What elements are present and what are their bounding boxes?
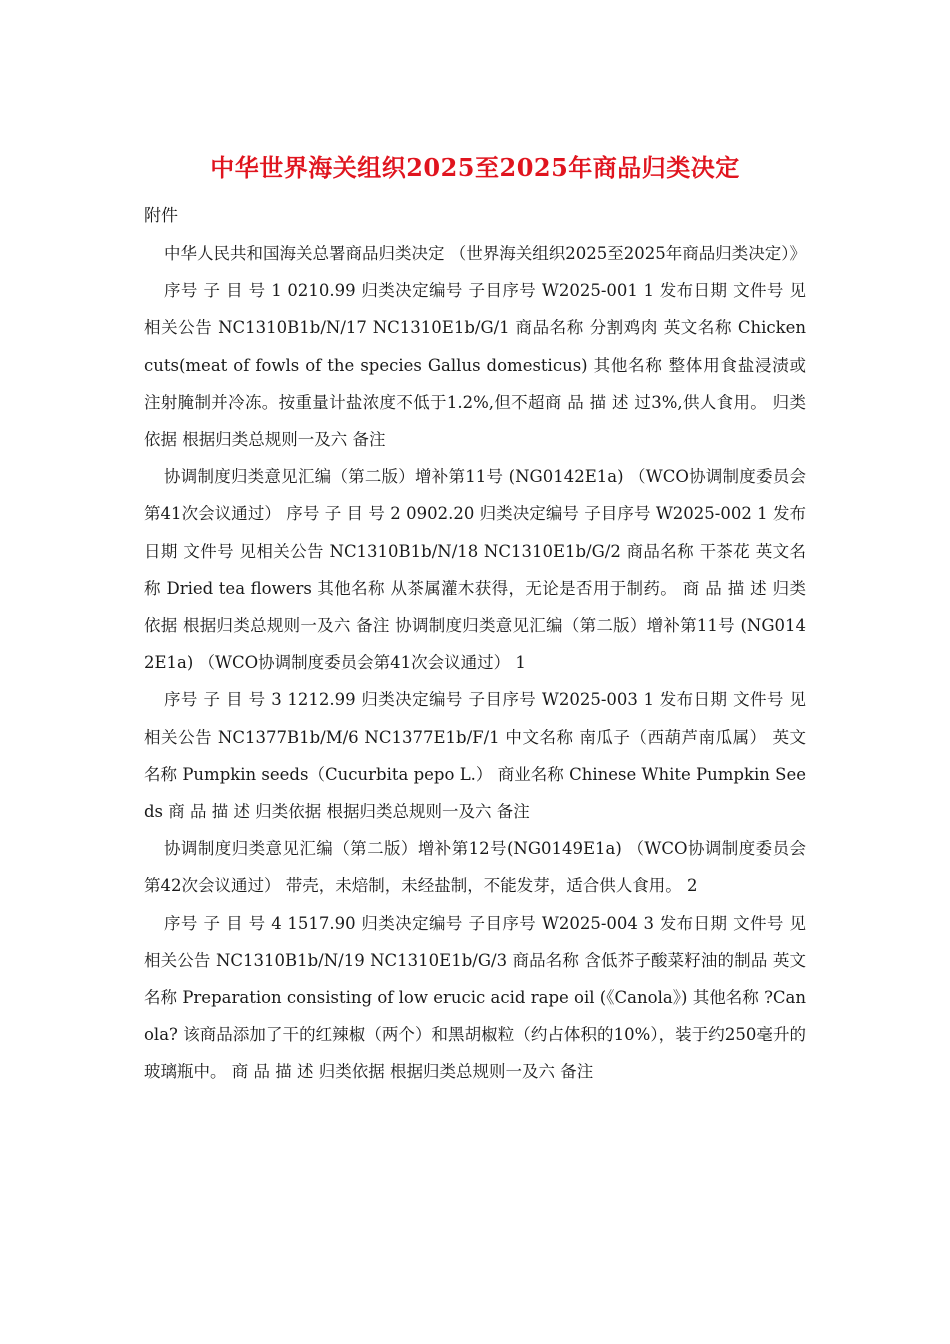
paragraph-item-3: 序号 子 目 号 3 1212.99 归类决定编号 子目序号 W2025-003 1 发布日期 文件号 见相关公告 NC1377B1b/M/6 NC1377E1b/F/1 中文名称 南瓜子（西葫芦南瓜属） 英文名称 Pumpkin seeds（Cucurbita pepo L.） 商业名称 Chinese White Pumpkin Seeds 商 品 描 述 归类依据 根据归类总规则一及六 备注 [144,690,806,822]
paragraph-item-3-note: 协调制度归类意见汇编（第二版）增补第12号(NG0149E1a) （WCO协调制度委员会第42次会议通过） 带壳，未焙制，未经盐制，不能发芽，适合供人食用。 2 [144,839,806,896]
paragraph-item-2: 协调制度归类意见汇编（第二版）增补第11号 (NG0142E1a) （WCO协调制度委员会第41次会议通过） 序号 子 目 号 2 0902.20 归类决定编号 子目序号 W2025-002 1 发布日期 文件号 见相关公告 NC1310B1b/N/18 NC1310E1b/G/2 商品名称 干茶花 英文名称 Dried tea flowers 其他名称 从茶属灌木获得，无论是否用于制药。 商 品 描 述 归类依据 根据归类总规则一及六 备注 协调制度归类意见汇编（第二版）增补第11号 (NG0142E1a) （WCO协调制度委员会第41次会议通过） 1 [144,467,806,673]
document-title: 中华世界海关组织2025至2025年商品归类决定 [210,153,740,182]
paragraph-intro: 中华人民共和国海关总署商品归类决定 （世界海关组织2025至2025年商品归类决定）》 [164,244,806,263]
paragraph-item-4: 序号 子 目 号 4 1517.90 归类决定编号 子目序号 W2025-004 3 发布日期 文件号 见相关公告 NC1310B1b/N/19 NC1310E1b/G/3 商品名称 含低芥子酸菜籽油的制品 英文名称 Preparation consisting of low erucic acid rape oil (《Canola》) 其他名称 ?Canola? 该商品添加了干的红辣椒（两个）和黑胡椒粒（约占体积的10%），装于约250毫升的玻璃瓶中。 商 品 描 述 归类依据 根据归类总规则一及六 备注 [144,913,806,1082]
document-page [144,150,806,1091]
annex-label: 附件 [144,206,178,226]
paragraph-item-1: 序号 子 目 号 1 0210.99 归类决定编号 子目序号 W2025-001 1 发布日期 文件号 见相关公告 NC1310B1b/N/17 NC1310E1b/G/1 商品名称 分割鸡肉 英文名称 Chicken cuts(meat of fowls of the species Gallus domesticus) 其他名称 整体用食盐浸渍或注射腌制并冷冻。按重量计盐浓度不低于1.2%,但不超商 品 描 述 过3%,供人食用。 归类依据 根据归类总规则一及六 备注 [144,281,806,450]
